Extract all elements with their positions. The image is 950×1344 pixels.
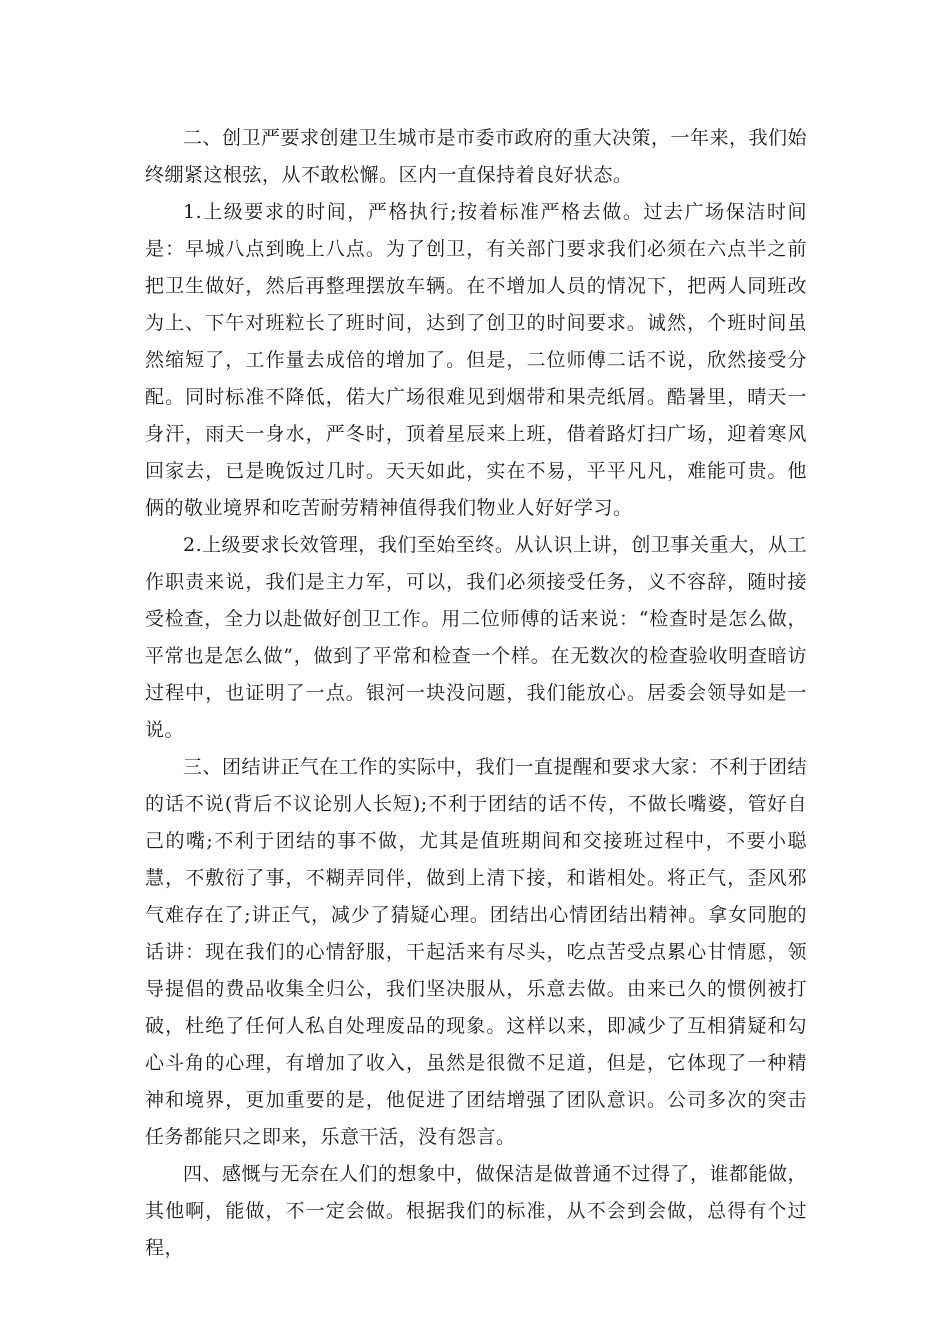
paragraph-section-two: 二、创卫严要求创建卫生城市是市委市政府的重大决策，一年来，我们始终绷紧这根弦，从不敢松懈。区内一直保持着良好状态。 bbox=[145, 127, 808, 186]
paragraph-item-two: 2.上级要求长效管理，我们至始至终。从认识上讲，创卫事关重大，从工作职责来说，我们是主力军，可以，我们必须接受任务，义不容辞，随时接受检查，全力以赴做好创卫工作。用二位师傅的话来说：“检查时是怎么做，平常也是怎么做”，做到了平常和检查一个样。在无数次的检查验收明查暗访过程中，也证明了一点。银河一块没问题，我们能放心。居委会领导如是一说。 bbox=[145, 534, 807, 741]
paragraph-section-three: 三、团结讲正气在工作的实际中，我们一直提醒和要求大家：不利于团结的话不说(背后不议论别人长短);不利于团结的话不传，不做长嘴婆，管好自己的嘴;不利于团结的事不做，尤其是值班期间和交接班过程中，不要小聪慧，不敷衍了事，不糊弄同伴，做到上清下接，和谐相处。将正气，歪风邪气难存在了;讲正气，减少了猜疑心理。团结出心情团结出精神。拿女同胞的话讲：现在我们的心情舒服，干起活来有尽头，吃点苦受点累心甘情愿，领导提倡的费品收集全归公，我们坚决服从，乐意去做。由来已久的惯例被打破，杜绝了任何人私自处理废品的现象。这样以来，即减少了互相猜疑和勾心斗角的心理，有增加了收入，虽然是很微不足道，但是，它体现了一种精神和境界，更加重要的是，他促进了团结增强了团队意识。公司多次的突击任务都能只之即来，乐意干活，没有怨言。 bbox=[145, 756, 808, 1148]
document-body bbox=[145, 120, 807, 1267]
paragraph-section-four: 四、感慨与无奈在人们的想象中，做保洁是做普通不过得了，谁都能做，其他啊，能做，不一定会做。根据我们的标准，从不会到会做，总得有个过程， bbox=[145, 1163, 808, 1259]
paragraph-item-one: 1.上级要求的时间，严格执行;按着标准严格去做。过去广场保洁时间是：早城八点到晚上八点。为了创卫，有关部门要求我们必须在六点半之前把卫生做好，然后再整理摆放车辆。在不增加人员的情况下，把两人同班改为上、下午对班粒长了班时间，达到了创卫的时间要求。诚然，个班时间虽然缩短了，工作量去成倍的增加了。但是，二位师傅二话不说，欣然接受分配。同时标准不降低，偌大广场很难见到烟带和果壳纸屑。酷暑里，晴天一身汗，雨天一身水，严冬时，顶着星辰来上班，借着路灯扫广场，迎着寒风回家去，已是晚饭过几时。天天如此，实在不易，平平凡凡，难能可贵。他俩的敬业境界和吃苦耐劳精神值得我们物业人好好学习。 bbox=[145, 201, 807, 519]
